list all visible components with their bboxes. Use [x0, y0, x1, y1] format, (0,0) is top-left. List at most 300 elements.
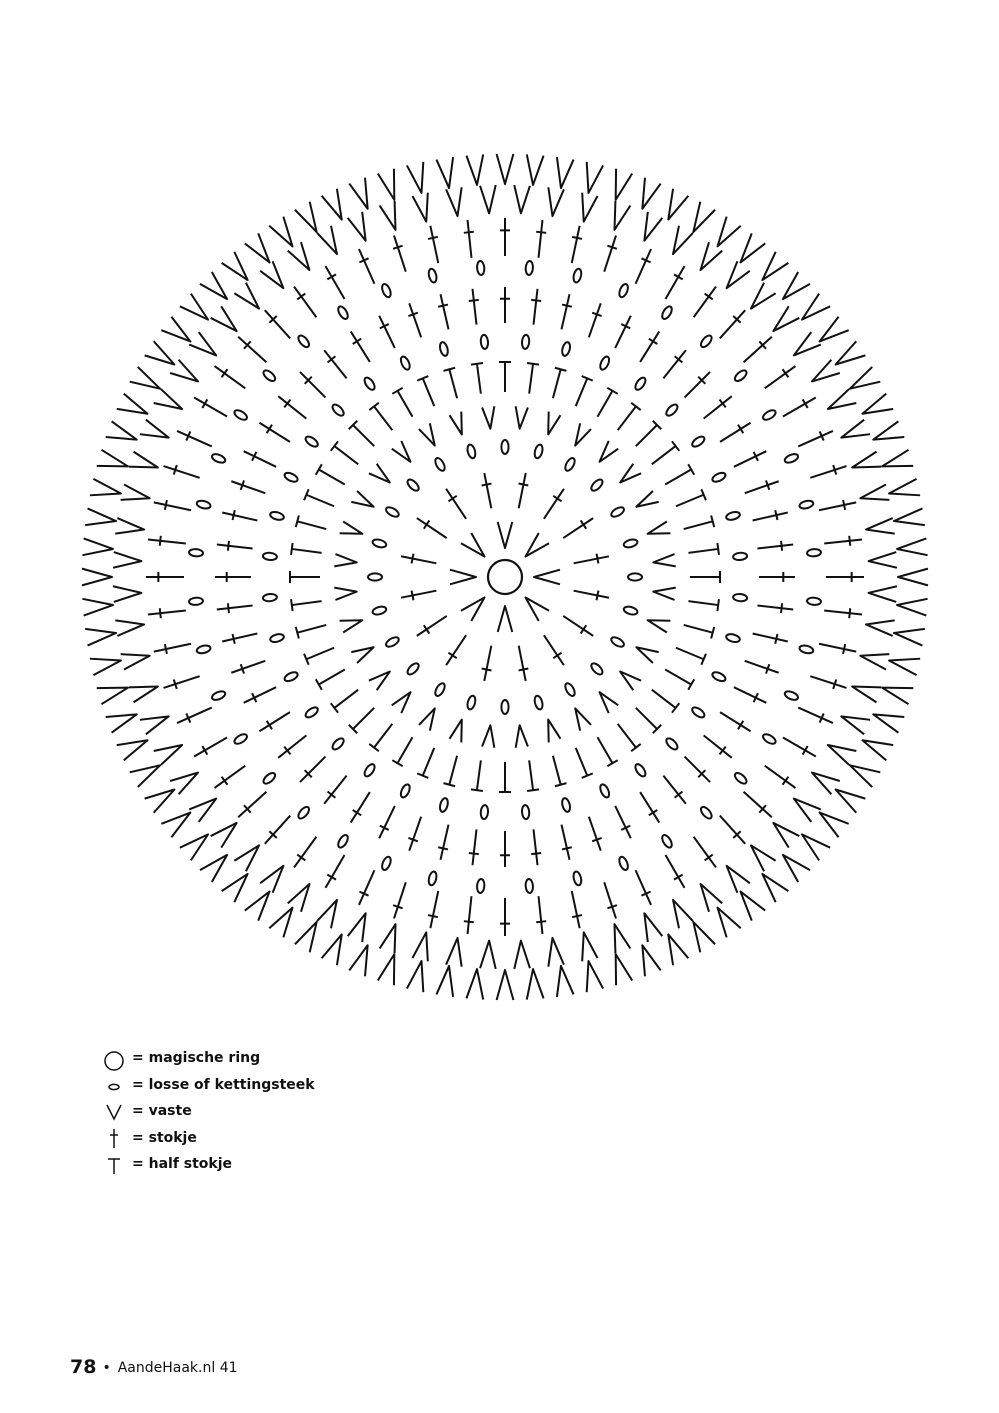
stitch-stokje — [230, 656, 267, 677]
stitch-vaste — [436, 157, 457, 189]
stitch-vaste — [768, 306, 799, 336]
stitch-half-stokje — [291, 543, 322, 559]
stitch-half-stokje — [499, 362, 511, 392]
stitch-half-stokje — [690, 571, 720, 583]
stitch-vaste — [661, 189, 689, 223]
stitch-losse-of-kettingsteek — [269, 511, 284, 522]
stitch-losse-of-kettingsteek — [380, 856, 392, 872]
stitch-vaste — [317, 896, 344, 928]
stitch-stokje — [757, 601, 794, 615]
stitch-vaste — [616, 464, 641, 487]
stitch-vaste — [710, 217, 740, 251]
stitch-stokje — [567, 225, 585, 264]
stitch-vaste — [653, 585, 676, 599]
stitch-vaste — [351, 491, 376, 512]
stitch-vaste — [222, 868, 254, 902]
stitch-vaste — [115, 617, 145, 636]
stitch-losse-of-kettingsteek — [385, 635, 401, 648]
stitch-vaste — [734, 887, 765, 921]
stitch-losse-of-kettingsteek — [262, 368, 277, 383]
stitch-vaste — [520, 533, 549, 562]
stitch-vaste — [745, 283, 775, 314]
stitch-vaste — [369, 667, 394, 690]
stitch-stokje — [661, 264, 689, 302]
stitch-vaste — [815, 806, 849, 837]
stitch-stokje — [631, 868, 656, 907]
stitch-losse-of-kettingsteek — [466, 695, 477, 710]
stitch-vaste — [608, 952, 633, 986]
stitch-vaste — [130, 367, 164, 396]
stitch-vaste — [407, 162, 430, 195]
stitch-stokje — [221, 629, 258, 647]
stitch-half-stokje — [349, 421, 379, 451]
stitch-vaste — [349, 178, 375, 212]
stitch-stokje — [175, 703, 214, 728]
stitch-half-stokje — [570, 746, 593, 778]
stitch-half-stokje — [392, 734, 417, 766]
stitch-vaste — [245, 887, 276, 921]
stitch-stokje — [389, 881, 410, 920]
stitch-stokje — [257, 708, 293, 736]
stitch-stokje — [514, 645, 531, 682]
stitch-stokje — [573, 586, 610, 603]
stitch-losse-of-kettingsteek — [618, 283, 630, 299]
stitch-stokje — [147, 535, 186, 549]
stitch-vaste — [880, 450, 914, 475]
stitch-losse-of-kettingsteek — [427, 871, 437, 886]
stitch-stokje — [261, 812, 294, 847]
stitch-stokje — [690, 284, 720, 321]
stitch-stokje — [567, 890, 585, 929]
stitch-stokje — [681, 368, 714, 401]
stitch-vaste — [646, 522, 671, 540]
stitch-losse-of-kettingsteek — [304, 435, 320, 449]
stitch-stokje — [147, 606, 186, 620]
stitch-stokje — [296, 753, 329, 786]
stitch-vaste — [200, 272, 233, 305]
stitch-losse-of-kettingsteek — [691, 435, 707, 449]
stitch-vaste — [446, 937, 465, 967]
stitch-vaste — [334, 554, 357, 568]
stitch-losse-of-kettingsteek — [196, 644, 211, 654]
stitch-stokje — [681, 753, 714, 786]
stitch-losse-of-kettingsteek — [525, 261, 533, 276]
stitch-stokje — [320, 773, 350, 807]
single-crochet-icon — [100, 1099, 128, 1125]
stitch-stokje — [716, 307, 749, 342]
stitch-vaste — [413, 193, 434, 224]
stitch-vaste — [513, 406, 527, 429]
stitch-vaste — [269, 217, 299, 251]
stitch-vaste — [868, 552, 897, 569]
stitch-stokje — [514, 472, 531, 509]
stitch-vaste — [498, 606, 513, 632]
stitch-vaste — [106, 706, 140, 732]
stitch-vaste — [480, 940, 497, 969]
stitch-vaste — [850, 452, 881, 475]
stitch-vaste — [200, 849, 233, 882]
stitch-stokje — [175, 426, 214, 451]
stitch-losse-of-kettingsteek — [439, 341, 450, 356]
stitch-vaste — [815, 317, 849, 348]
stitch-vaste — [880, 680, 914, 705]
stitch-vaste — [106, 421, 140, 447]
stitch-losse-of-kettingsteek — [372, 605, 387, 616]
stitch-vaste — [480, 185, 497, 214]
stitch-losse-of-kettingsteek — [466, 444, 477, 459]
stitch-vaste — [113, 585, 142, 602]
stitch-vaste — [789, 332, 821, 361]
stitch-stokje — [275, 731, 309, 761]
stitch-stokje — [162, 461, 201, 482]
stitch-vaste — [380, 201, 403, 232]
stitch-vaste — [322, 189, 350, 223]
stitch-vaste — [846, 758, 880, 787]
stitch-losse-of-kettingsteek — [711, 670, 727, 682]
stitch-stokje — [716, 812, 749, 847]
stitch-vaste — [378, 952, 403, 986]
stitch-half-stokje — [331, 441, 362, 469]
stitch-vaste — [777, 272, 810, 305]
stitch-losse-of-kettingsteek — [283, 670, 299, 682]
stitch-vaste — [553, 157, 574, 189]
stitch-stokje — [818, 497, 857, 515]
stitch-half-stokje — [444, 368, 463, 400]
stitch-vaste — [322, 931, 350, 965]
stitch-vaste — [211, 817, 242, 847]
stitch-losse-of-kettingsteek — [368, 573, 382, 580]
stitch-stokje — [796, 703, 835, 728]
stitch-vaste — [865, 518, 895, 537]
stitch-stokje — [235, 333, 270, 366]
stitch-vaste — [756, 868, 788, 902]
legend-label-double-crochet: = stokje — [132, 1129, 197, 1146]
stitch-half-stokje — [304, 642, 336, 665]
stitch-stokje — [257, 418, 293, 446]
stitch-losse-of-kettingsteek — [589, 478, 604, 493]
stitch-losse-of-kettingsteek — [477, 879, 485, 894]
stitch-vaste — [82, 569, 112, 586]
stitch-stokje — [320, 347, 350, 381]
stitch-vaste — [607, 922, 630, 953]
stitch-vaste — [545, 187, 564, 217]
stitch-vaste — [542, 412, 560, 437]
stitch-half-stokje — [316, 664, 348, 689]
stitch-vaste — [570, 423, 591, 448]
stitch-vaste — [893, 508, 925, 529]
stitch-half-stokje — [682, 516, 714, 535]
stitch-vaste — [666, 226, 693, 258]
stitch-half-stokje — [688, 595, 719, 611]
stitch-stokje — [479, 472, 496, 509]
stitch-vaste — [633, 642, 658, 663]
stitch-vaste — [349, 942, 375, 976]
stitch-half-stokje — [296, 516, 328, 535]
stitch-losse-of-kettingsteek — [633, 763, 647, 779]
stitch-losse-of-kettingsteek — [283, 471, 299, 483]
stitch-vaste — [893, 625, 925, 646]
stitch-stokje — [221, 508, 258, 526]
stitch-losse-of-kettingsteek — [664, 403, 679, 418]
stitch-half-stokje — [444, 754, 463, 786]
chain-stitch-icon — [100, 1073, 128, 1099]
stitch-losse-of-kettingsteek — [799, 644, 814, 654]
stitch-vaste — [234, 840, 264, 871]
stitch-losse-of-kettingsteek — [501, 700, 508, 714]
stitch-vaste — [666, 896, 693, 928]
stitch-vaste — [831, 341, 865, 371]
stitch-stokje — [661, 852, 689, 890]
stitch-stokje — [500, 218, 510, 256]
stitch-vaste — [580, 959, 603, 992]
stitch-stokje — [631, 247, 656, 286]
stitch-half-stokje — [632, 421, 662, 451]
stitch-vaste — [189, 792, 221, 821]
stitch-stokje — [354, 868, 379, 907]
stitch-vaste — [161, 806, 195, 837]
stitch-vaste — [796, 828, 830, 860]
stitch-losse-of-kettingsteek — [296, 334, 311, 349]
stitch-vaste — [859, 394, 893, 422]
stitch-vaste — [117, 394, 151, 422]
stitch-vaste — [720, 861, 749, 893]
stitch-losse-of-kettingsteek — [807, 549, 822, 557]
stitch-vaste — [234, 283, 264, 314]
stitch-stokje — [296, 368, 329, 401]
stitch-half-stokje — [471, 760, 487, 791]
stitch-stokje — [212, 762, 249, 792]
stitch-vaste — [436, 965, 457, 997]
stitch-losse-of-kettingsteek — [385, 505, 401, 518]
stitch-vaste — [317, 226, 344, 258]
stitch-half-stokje — [291, 595, 322, 611]
stitch-losse-of-kettingsteek — [784, 452, 800, 464]
stitch-vaste — [513, 725, 527, 748]
stitch-half-stokje — [499, 762, 511, 792]
stitch-vaste — [633, 491, 658, 512]
stitch-vaste — [154, 738, 186, 765]
stitch-losse-of-kettingsteek — [561, 797, 572, 812]
stitch-stokje — [235, 788, 270, 821]
stitch-stokje — [500, 287, 510, 323]
stitch-vaste — [898, 569, 928, 586]
stitch-vaste — [154, 389, 186, 416]
stitch-vaste — [534, 570, 560, 585]
page-footer — [70, 1356, 238, 1378]
stitch-half-stokje — [592, 388, 617, 420]
stitch-losse-of-kettingsteek — [380, 283, 392, 299]
stitch-stokje — [732, 683, 769, 708]
stitch-stokje — [290, 284, 320, 321]
stitch-vaste — [745, 840, 775, 871]
stitch-stokje — [321, 264, 349, 302]
stitch-half-stokje — [417, 746, 440, 778]
stitch-vaste — [115, 518, 145, 537]
stitch-stokje — [818, 639, 857, 657]
stitch-stokje — [824, 535, 863, 549]
stitch-losse-of-kettingsteek — [563, 682, 576, 698]
publication-name: AandeHaak.nl 41 — [117, 1360, 238, 1376]
stitch-stokje — [146, 572, 184, 582]
stitch-half-stokje — [688, 543, 719, 559]
stitch-vaste — [637, 212, 662, 244]
stitch-vaste — [295, 202, 324, 236]
stitch-vaste — [513, 185, 530, 214]
stitch-stokje — [743, 656, 780, 677]
stitch-losse-of-kettingsteek — [610, 635, 626, 648]
stitch-vaste — [634, 942, 660, 976]
stitch-losse-of-kettingsteek — [533, 695, 544, 710]
stitch-vaste — [859, 648, 890, 669]
stitch-stokje — [261, 307, 294, 342]
stitch-stokje — [809, 461, 848, 482]
stitch-vaste — [450, 412, 468, 437]
stitch-half-stokje — [547, 754, 566, 786]
stitch-half-stokje — [632, 704, 662, 734]
stitch-stokje — [242, 683, 279, 708]
stitch-vaste — [720, 261, 749, 293]
stitch-vaste — [245, 233, 276, 267]
stitch-stokje — [346, 789, 374, 825]
stitch-stokje — [690, 834, 720, 871]
stitch-vaste — [734, 233, 765, 267]
stitch-stokje — [743, 477, 780, 498]
legend-label-single-crochet: = vaste — [132, 1103, 192, 1120]
stitch-vaste — [113, 552, 142, 569]
stitch-stokje — [346, 329, 374, 365]
stitch-vaste — [392, 688, 415, 713]
stitch-stokje — [192, 733, 230, 761]
stitch-vaste — [838, 709, 870, 734]
stitch-half-stokje — [392, 388, 417, 420]
stitch-stokje — [192, 393, 230, 421]
stitch-vaste — [189, 332, 221, 361]
stitch-losse-of-kettingsteek — [589, 661, 604, 676]
stitch-vaste — [413, 931, 434, 962]
stitch-vaste — [180, 294, 214, 326]
stitch-vaste — [450, 718, 468, 743]
stitch-stokje — [400, 551, 437, 568]
stitch-vaste — [850, 679, 881, 702]
stitch-losse-of-kettingsteek — [211, 452, 227, 464]
stitch-stokje — [717, 708, 753, 736]
stitch-losse-of-kettingsteek — [296, 805, 311, 820]
stitch-vaste — [580, 162, 603, 195]
stitch-stokje — [534, 219, 548, 258]
stitch-stokje — [762, 762, 799, 792]
stitch-losse-of-kettingsteek — [733, 771, 748, 786]
stitch-stokje — [732, 447, 769, 472]
stitch-stokje — [468, 288, 482, 325]
stitch-half-stokje — [648, 441, 679, 469]
stitch-losse-of-kettingsteek — [623, 538, 638, 549]
stitch-losse-of-kettingsteek — [363, 376, 377, 392]
stitch-vaste — [710, 903, 740, 937]
stitch-losse-of-kettingsteek — [304, 705, 320, 719]
stitch-vaste — [513, 940, 530, 969]
stitch-vaste — [180, 828, 214, 860]
stitch-vaste — [796, 294, 830, 326]
stitch-vaste — [351, 642, 376, 663]
stitch-vaste — [896, 538, 927, 557]
stitch-vaste — [90, 479, 123, 502]
stitch-losse-of-kettingsteek — [711, 471, 727, 483]
stitch-losse-of-kettingsteek — [699, 334, 714, 349]
stitch-half-stokje — [674, 489, 706, 512]
stitch-half-stokje — [331, 685, 362, 713]
stitch-vaste — [340, 522, 365, 540]
stitch-stokje — [242, 447, 279, 472]
stitch-losse-of-kettingsteek — [525, 879, 533, 894]
stitch-stokje — [414, 612, 449, 640]
stitch-stokje — [717, 418, 753, 446]
stitch-stokje — [442, 632, 470, 667]
stitch-vaste — [380, 922, 403, 953]
stitch-stokje — [757, 540, 794, 554]
stitch-stokje — [796, 426, 835, 451]
stitch-vaste — [637, 910, 662, 942]
stitch-stokje — [560, 514, 595, 542]
stitch-losse-of-kettingsteek — [233, 732, 249, 745]
stitch-stokje — [468, 829, 482, 866]
stitch-vaste — [348, 212, 373, 244]
stitch-losse-of-kettingsteek — [336, 833, 349, 849]
stitch-half-stokje — [290, 571, 320, 583]
stitch-stokje — [636, 789, 664, 825]
stitch-losse-of-kettingsteek — [363, 763, 377, 779]
stitch-half-stokje — [369, 720, 397, 751]
stitch-vaste — [607, 201, 630, 232]
stitch-vaste — [497, 154, 514, 184]
stitch-half-stokje — [613, 720, 641, 751]
stitch-vaste — [482, 406, 496, 429]
stitch-half-stokje — [523, 760, 539, 791]
stitch-stokje — [162, 671, 201, 692]
stitch-stokje — [436, 293, 454, 330]
stitch-vaste — [461, 592, 490, 621]
stitch-stokje — [400, 586, 437, 603]
stitch-losse-of-kettingsteek — [433, 457, 446, 473]
stitch-stokje — [540, 632, 568, 667]
stitch-stokje — [584, 815, 605, 852]
stitch-vaste — [777, 849, 810, 882]
stitch-losse-of-kettingsteek — [196, 499, 211, 509]
stitch-vaste — [295, 918, 324, 952]
stitch-losse-of-kettingsteek — [331, 736, 346, 751]
stitch-half-stokje — [592, 734, 617, 766]
stitch-half-stokje — [682, 619, 714, 638]
stitch-vaste — [525, 154, 544, 185]
stitch-losse-of-kettingsteek — [691, 705, 707, 719]
stitch-stokje — [701, 731, 735, 761]
stitch-stokje — [290, 834, 320, 871]
stitch-stokje — [405, 302, 426, 339]
stitch-stokje — [824, 606, 863, 620]
stitch-vaste — [369, 464, 394, 487]
stitch-vaste — [140, 709, 172, 734]
stitch-half-stokje — [613, 403, 641, 434]
stitch-vaste — [846, 367, 880, 396]
stitch-stokje — [599, 881, 620, 920]
stitch-vaste — [348, 910, 373, 942]
stitch-vaste — [82, 538, 113, 557]
stitch-vaste — [85, 625, 117, 646]
stitch-losse-of-kettingsteek — [660, 833, 673, 849]
stitch-vaste — [90, 652, 123, 675]
stitch-losse-of-kettingsteek — [521, 805, 529, 820]
stitch-vaste — [497, 970, 514, 1000]
stitch-losse-of-kettingsteek — [733, 368, 748, 383]
